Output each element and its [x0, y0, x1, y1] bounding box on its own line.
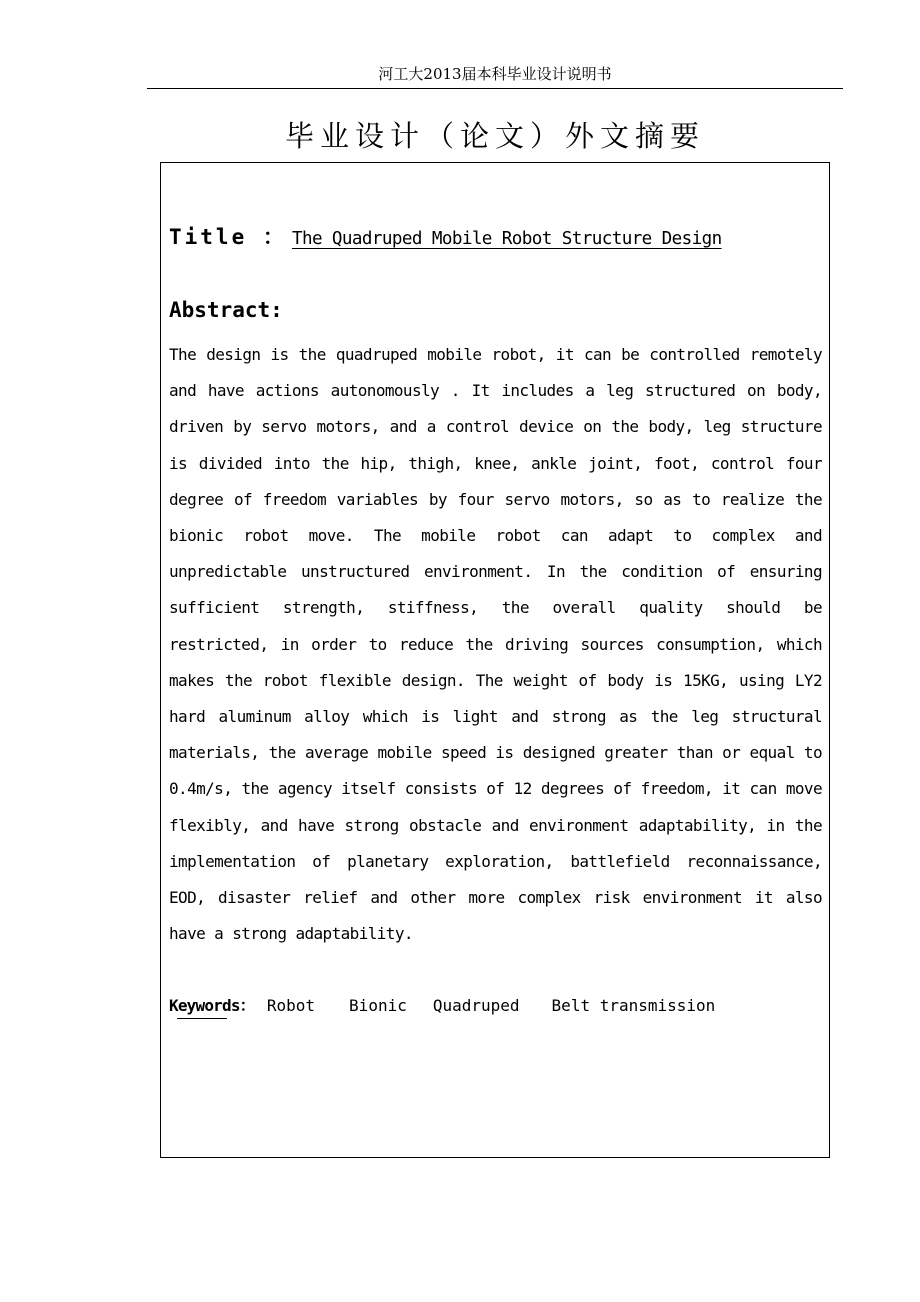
title-label: Title ： [169, 225, 287, 249]
keywords-line [169, 993, 829, 1016]
keyword-bionic: Bionic [349, 996, 407, 1015]
abstract-body: The design is the quadruped mobile robot, it can be controlled remotely and have actions autonomously . It includes a leg structured on body, driven by servo motors, and a control device on the body, leg structure is divided into the hip, thigh, knee, ankle joint, foot, control four degree of freedom variables by four servo motors, so as to realize the bionic robot move. The mobile robot can adapt to complex and unpredictable unstructured environment. In the condition of ensuring sufficient strength, stiffness, the overall quality should be restricted, in order to reduce the driving sources consumption, which makes the robot flexible design. The weight of body is 15KG, using LY2 hard aluminum alloy which is light and strong as the leg structural materials, the average mobile speed is designed greater than or equal to 0.4m/s, the agency itself consists of 12 degrees of freedom, it can move flexibly, and have strong obstacle and environment adaptability, in the implementation of planetary exploration, battlefield reconnaissance, EOD, disaster relief and other more complex risk environment it also have a strong adaptability. [169, 345, 822, 944]
keywords-label: Keywords： [169, 996, 255, 1015]
page-title: 毕业设计（论文）外文摘要 [284, 119, 705, 153]
abstract-heading: Abstract: [169, 298, 283, 322]
keyword-belt-transmission: Belt transmission [551, 996, 716, 1015]
abstract-box [160, 162, 830, 1158]
header-rule [147, 88, 843, 89]
keywords-underline [177, 1018, 227, 1019]
thesis-title: The Quadruped Mobile Robot Structure Design [291, 229, 722, 249]
keyword-quadruped: Quadruped [432, 996, 520, 1015]
title-line [169, 221, 829, 251]
keyword-robot: Robot [266, 996, 316, 1015]
running-header: 河工大2013届本科毕业设计说明书 [378, 65, 612, 83]
